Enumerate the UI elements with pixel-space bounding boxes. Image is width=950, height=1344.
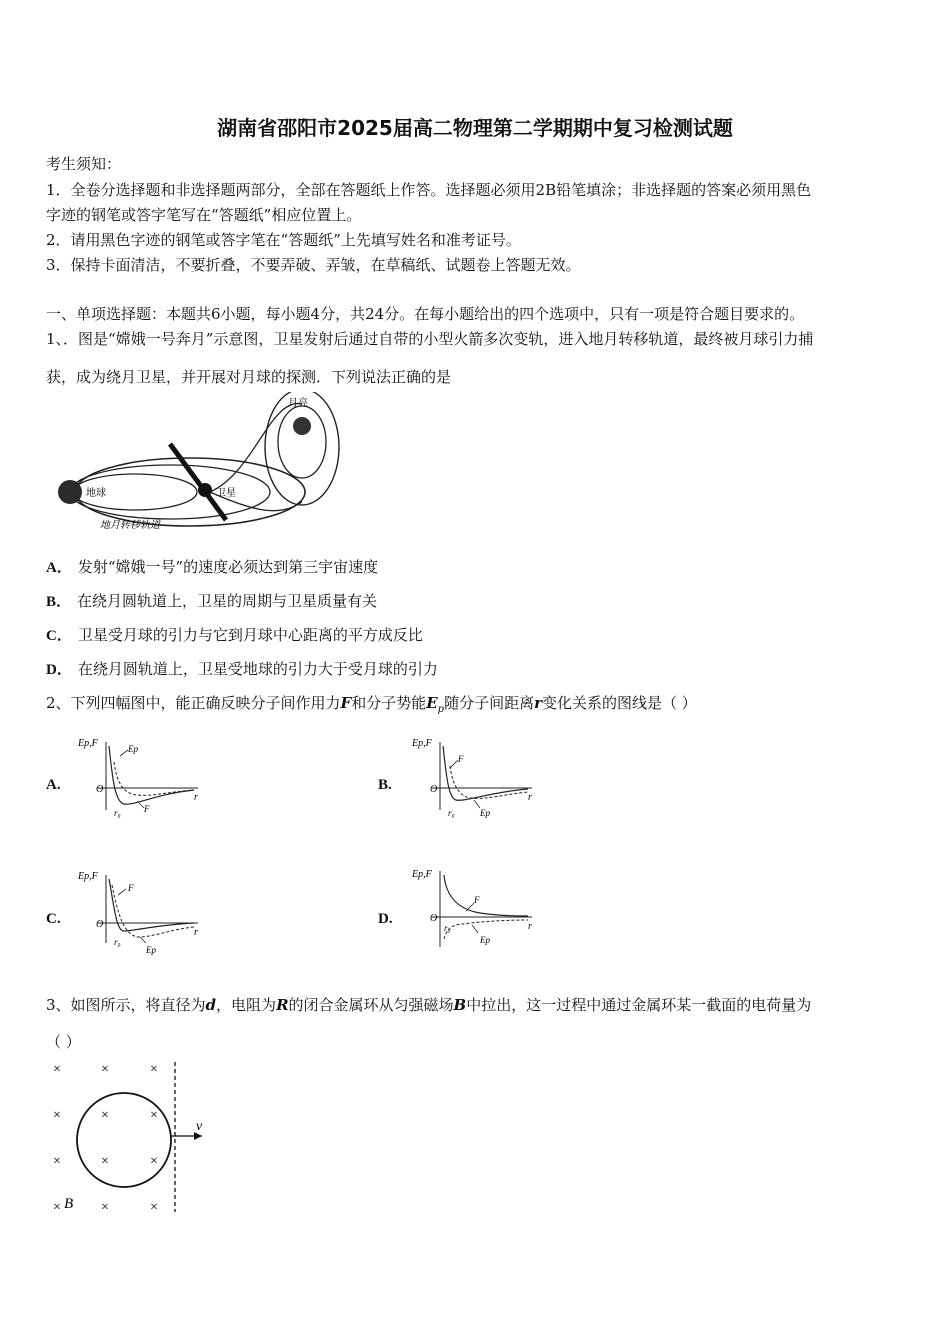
q3-answer-blank: （ ） <box>46 1033 81 1051</box>
notice-item-3: 3．保持卡面清洁，不要折叠，不要弄破、弄皱，在草稿纸、试题卷上答题无效。 <box>46 256 581 274</box>
field-cross: × <box>53 1154 61 1169</box>
label-moon: 月亮 <box>288 398 308 409</box>
field-cross: × <box>53 1062 61 1077</box>
section-heading: 一、单项选择题：本题共6小题，每小题4分，共24分。在每小题给出的四个选项中，只有一项是符合题目要求的。 <box>46 305 805 323</box>
q2-stem: 2、下列四幅图中，能正确反映分子间作用力F和分子势能$E_p$随分子间距离r变化关系的图线是（ ） <box>46 694 697 715</box>
graph-b-f: F <box>458 754 464 764</box>
graph-b-ep: Ep <box>480 808 490 818</box>
q2-graph-b <box>410 732 540 822</box>
notice-heading: 考生须知： <box>46 155 122 173</box>
graph-d-origin: O <box>430 913 438 924</box>
moon-icon <box>293 417 311 435</box>
field-cross: × <box>101 1108 109 1123</box>
graph-b-xaxis: r <box>528 792 532 803</box>
q1-option-b[interactable]: B． 在绕月圆轨道上，卫星的周期与卫星质量有关 <box>46 592 378 610</box>
label-earth: 地球 <box>86 488 106 499</box>
q1-stem-line1: 1、．图是“嫦娥一号奔月”示意图，卫星发射后通过自带的小型火箭多次变轨，进入地月转移轨道，最终被月球引力捕 <box>46 330 814 348</box>
graph-c-r0: r₀ <box>114 937 121 947</box>
satellite-panel <box>170 444 226 520</box>
graph-d-xaxis: r <box>528 921 532 932</box>
graph-c-ep: Ep <box>146 945 156 955</box>
field-cross: × <box>101 1154 109 1169</box>
earth-icon <box>58 480 82 504</box>
q1-option-d[interactable]: D． 在绕月圆轨道上，卫星受地球的引力大于受月球的引力 <box>46 660 438 678</box>
q1-orbit-figure <box>40 392 350 542</box>
graph-b-yaxis: Ep,F <box>412 738 432 749</box>
q2-option-d[interactable]: D. <box>378 911 393 927</box>
label-transfer-orbit: 地月转移轨道 <box>100 520 160 531</box>
graph-a-origin: O <box>96 784 104 795</box>
label-v: v <box>196 1119 203 1134</box>
field-cross: × <box>150 1200 158 1215</box>
notice-item-1: 1．全卷分选择题和非选择题两部分，全部在答题纸上作答。选择题必须用2B铅笔填涂；非选择题的答案必须用黑色 <box>46 181 812 199</box>
graph-a-ep: Ep <box>128 744 138 754</box>
q2-option-a[interactable]: A. <box>46 777 61 793</box>
q2-graph-c <box>76 865 206 957</box>
graph-c-yaxis: Ep,F <box>78 871 98 882</box>
label-satellite: 卫星 <box>216 488 236 499</box>
q2-option-b[interactable]: B. <box>378 777 392 793</box>
field-cross: × <box>101 1062 109 1077</box>
graph-d-ep: Ep <box>480 935 490 945</box>
graph-a-r0: r₀ <box>114 808 121 818</box>
graph-a-yaxis: Ep,F <box>78 738 98 749</box>
q2-graph-a <box>76 732 206 822</box>
q3-magnetic-field-figure <box>44 1058 224 1218</box>
graph-b-r0: r₀ <box>448 808 455 818</box>
notice-item-1-cont: 字迹的钢笔或答字笔写在“答题纸”相应位置上。 <box>46 206 362 224</box>
field-cross: × <box>53 1108 61 1123</box>
q3-stem: 3、如图所示，将直径为d，电阻为R的闭合金属环从匀强磁场B中拉出，这一过程中通过金属环某一截面的电荷量为 <box>46 996 812 1014</box>
q1-stem-line2: 获，成为绕月卫星，并开展对月球的探测．下列说法正确的是 <box>46 368 452 386</box>
q1-option-c[interactable]: C． 卫星受月球的引力与它到月球中心距离的平方成反比 <box>46 626 423 644</box>
field-cross: × <box>150 1108 158 1123</box>
label-b: B <box>64 1196 74 1212</box>
field-cross: × <box>150 1154 158 1169</box>
graph-d-r0: r₀ <box>444 923 451 933</box>
field-cross: × <box>53 1200 61 1215</box>
graph-d-f: F <box>474 895 480 905</box>
q2-graph-d <box>410 865 540 957</box>
graph-c-xaxis: r <box>194 927 198 938</box>
graph-d-yaxis: Ep,F <box>412 869 432 880</box>
page-title: 湖南省邵阳市2025届高二物理第二学期期中复习检测试题 <box>217 116 733 140</box>
graph-c-f: F <box>128 883 134 893</box>
graph-c-origin: O <box>96 919 104 930</box>
satellite-icon <box>198 483 212 497</box>
graph-b-origin: O <box>430 784 438 795</box>
graph-a-xaxis: r <box>194 792 198 803</box>
q1-option-a[interactable]: A． 发射“嫦娥一号”的速度必须达到第三宇宙速度 <box>46 558 379 576</box>
notice-item-2: 2．请用黑色字迹的钢笔或答字笔在“答题纸”上先填写姓名和准考证号。 <box>46 231 521 249</box>
graph-a-f: F <box>144 804 150 814</box>
field-cross: × <box>101 1200 109 1215</box>
q2-option-c[interactable]: C. <box>46 911 61 927</box>
field-cross: × <box>150 1062 158 1077</box>
